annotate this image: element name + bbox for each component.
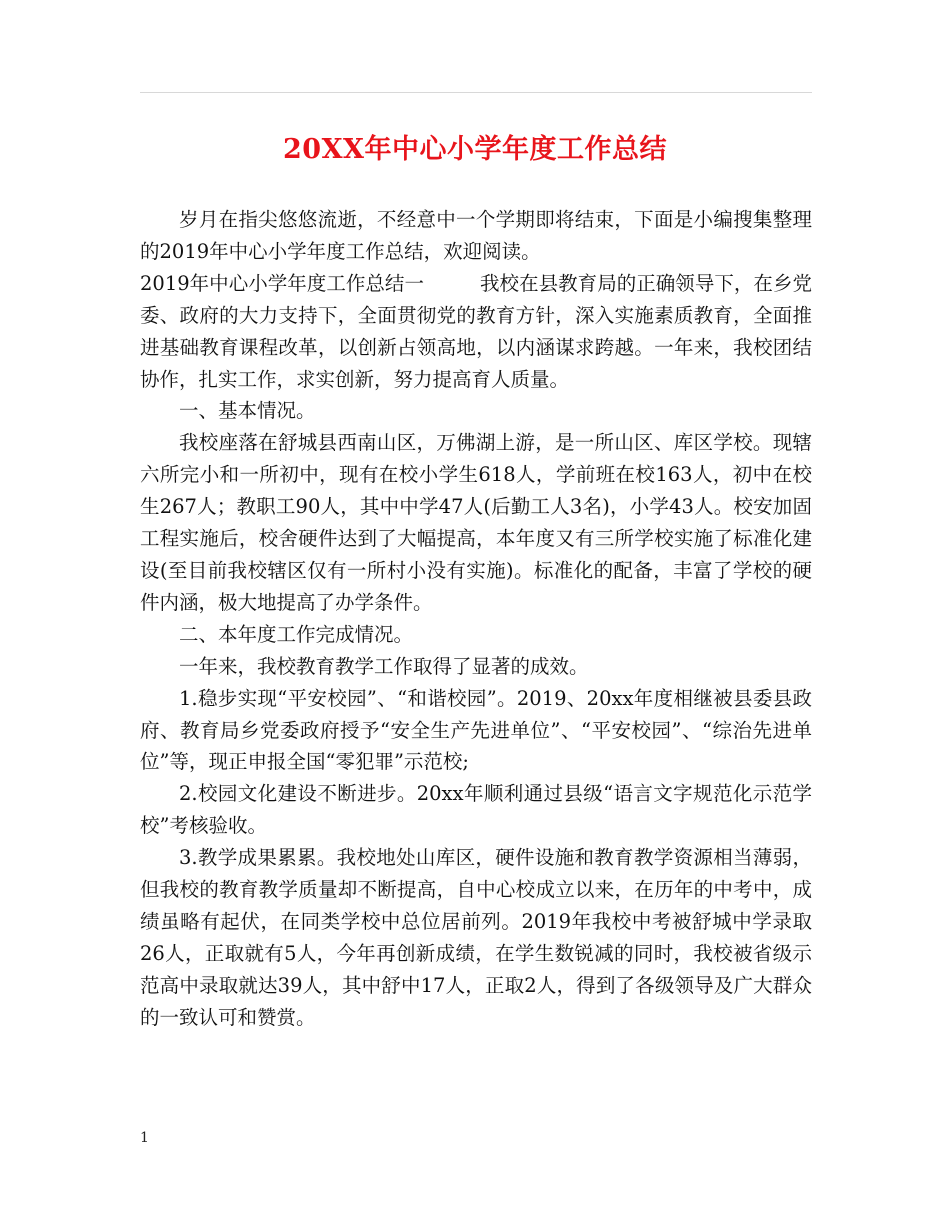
completion-intro-paragraph: 一年来，我校教育教学工作取得了显著的成效。: [179, 654, 589, 678]
intro-paragraph: 岁月在指尖悠悠流逝，不经意中一个学期即将结束，下面是小编搜集整理的2019年中心小学年度工作总结，欢迎阅读。: [140, 208, 812, 263]
document-body: [140, 204, 812, 1034]
section-one-heading: 2019年中心小学年度工作总结一: [140, 271, 424, 295]
item-2-paragraph: 2.校园文化建设不断进步。20xx年顺利通过县级“语言文字规范化示范学校”考核验收。: [140, 782, 812, 838]
item-3-paragraph: 3.教学成果累累。我校地处山库区，硬件设施和教育教学资源相当薄弱，但我校的教育教学质量却不断提高，自中心校成立以来，在历年的中考中，成绩虽略有起伏，在同类学校中总位居前列。2019年我校中考被舒城中学录取26人，正取就有5人，今年再创新成绩，在学生数锐减的同时，我校被省级示范高中录取就达39人，其中舒中17人，正取2人，得到了各级领导及广大群众的一致认可和赞赏。: [140, 846, 812, 1029]
page-number: 1: [140, 1130, 149, 1146]
item-1-paragraph: 1.稳步实现“平安校园”、“和谐校园”。2019、20xx年度相继被县委县政府、教育局乡党委政府授予“安全生产先进单位”、“平安校园”、“综治先进单位”等，现正申报全国“零犯罪”示范校;: [140, 686, 812, 774]
section-one-lead: 我校在县教育局的正确领导下，在乡党委、政府的大力支持下，全面贯彻党的教育方针，深入实施素质教育，全面推进基础教育课程改革，以创新占领高地，以内涵谋求跨越。一年来，我校团结协作，扎实工作，求实创新，努力提高育人质量。: [140, 271, 812, 391]
basic-info-paragraph: 我校座落在舒城县西南山区，万佛湖上游，是一所山区、库区学校。现辖六所完小和一所初中，现有在校小学生618人，学前班在校163人，初中在校生267人；教职工90人，其中中学47人(后勤工人3名)，小学43人。校安加固工程实施后，校舍硬件达到了大幅提高，本年度又有三所学校实施了标准化建设(至目前我校辖区仅有一所村小没有实施)。标准化的配备，丰富了学校的硬件内涵，极大地提高了办学条件。: [140, 431, 812, 614]
header-rule: [140, 92, 812, 93]
page-title: 20XX年中心小学年度工作总结: [283, 134, 667, 165]
heading-basic: 一、基本情况。: [179, 399, 316, 423]
section-one-paragraph: [140, 268, 812, 396]
heading-completion: 二、本年度工作完成情况。: [179, 622, 414, 646]
